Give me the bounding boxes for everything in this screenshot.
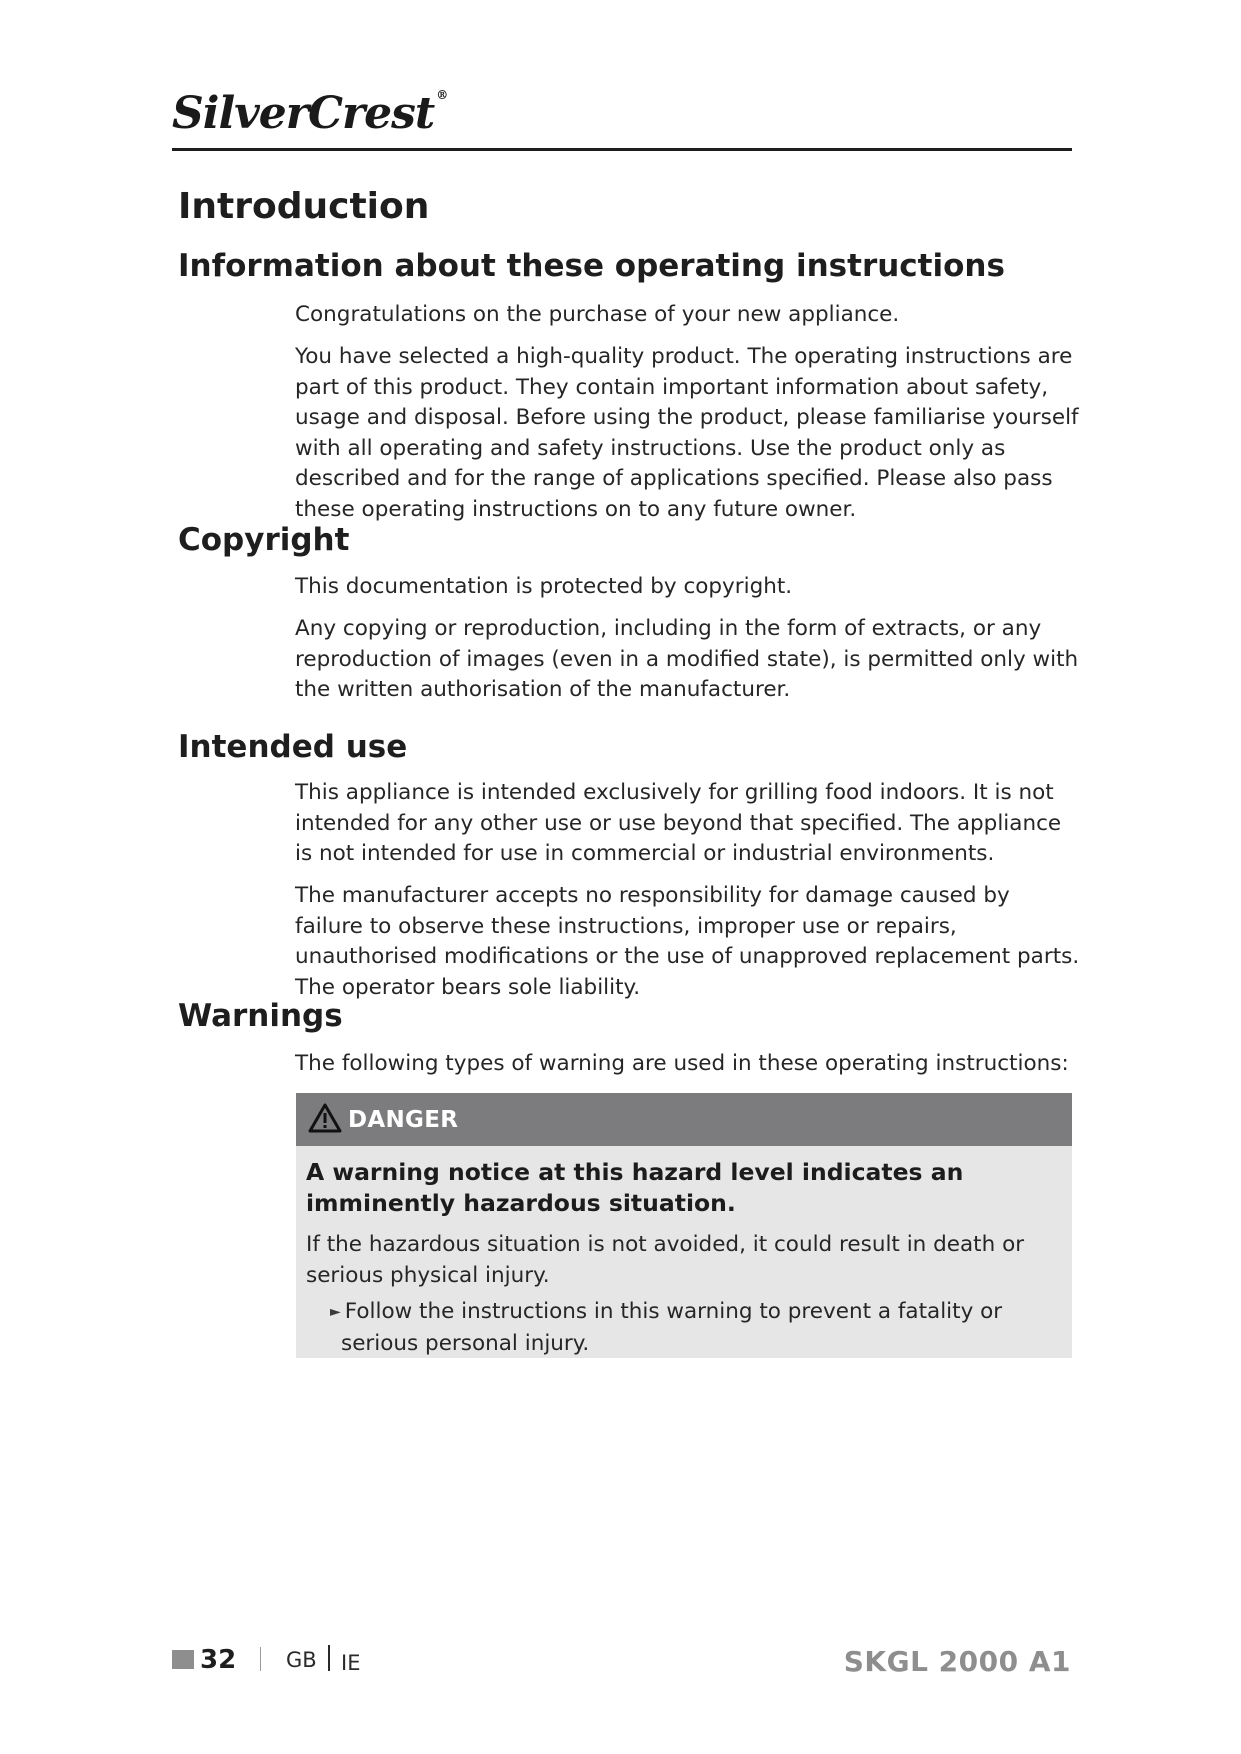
step-arrow-icon: ►: [330, 1304, 341, 1320]
page-number: 32: [200, 1645, 237, 1675]
language-separator: [328, 1645, 330, 1671]
logo-registered-mark: ®: [436, 88, 448, 102]
copyright-paragraph-2: Any copying or reproduction, including in the form of extracts, or any reproduction of images (even in a modified state), is permitted only with the written authorisation of the manufacturer.: [295, 616, 1079, 702]
copyright-paragraph-1: This documentation is protected by copyright.: [295, 574, 793, 599]
danger-warning-box: [296, 1093, 1072, 1358]
section-heading-copyright: Copyright: [178, 522, 350, 558]
info-paragraph-2: You have selected a high-quality product. The operating instructions are part of this product. They contain important information about safety, usage and disposal. Before using the product, please familiarise yourself with all operating and safety instructions. Use the product only as described and for the range of applications specified. Please also pass these operating instructions on to any future owner.: [295, 344, 1079, 522]
danger-step-text: Follow the instructions in this warning to prevent a fatality or serious personal injury.: [341, 1299, 1003, 1356]
header-rule: [172, 148, 1072, 151]
warning-triangle-icon: [308, 1103, 342, 1133]
footer-square-icon: [172, 1650, 194, 1669]
intended-use-paragraph-1: This appliance is intended exclusively for grilling food indoors. It is not intended for any other use or use beyond that specified. The appliance is not intended for use in commercial or industrial environments.: [295, 780, 1062, 866]
silvercrest-logo: [172, 88, 447, 139]
model-number: SKGL 2000 A1: [843, 1645, 1071, 1678]
warnings-paragraph-1: The following types of warning are used in these operating instructions:: [295, 1051, 1069, 1076]
section-heading-warnings: Warnings: [178, 998, 343, 1034]
danger-label: DANGER: [348, 1106, 459, 1133]
danger-bold-text: A warning notice at this hazard level indicates an imminently hazardous situation.: [306, 1158, 964, 1217]
logo-text: SilverCrest: [172, 88, 435, 139]
language-ie: IE: [341, 1651, 361, 1675]
page-title: Introduction: [178, 186, 430, 227]
info-paragraph-1: Congratulations on the purchase of your new appliance.: [295, 302, 900, 327]
language-gb: GB: [286, 1648, 317, 1672]
footer-separator: [260, 1647, 261, 1671]
danger-description: If the hazardous situation is not avoided, it could result in death or serious physical injury.: [306, 1232, 1025, 1288]
section-heading-intended-use: Intended use: [178, 729, 408, 765]
intended-use-paragraph-2: The manufacturer accepts no responsibility for damage caused by failure to observe these instructions, improper use or repairs, unauthorised modifications or the use of unapproved replacement parts. The operator bears sole liability.: [295, 883, 1080, 1000]
danger-header-bar: [296, 1093, 1072, 1146]
section-heading-info: Information about these operating instructions: [178, 248, 1005, 284]
danger-instruction-step: [330, 1296, 1071, 1359]
